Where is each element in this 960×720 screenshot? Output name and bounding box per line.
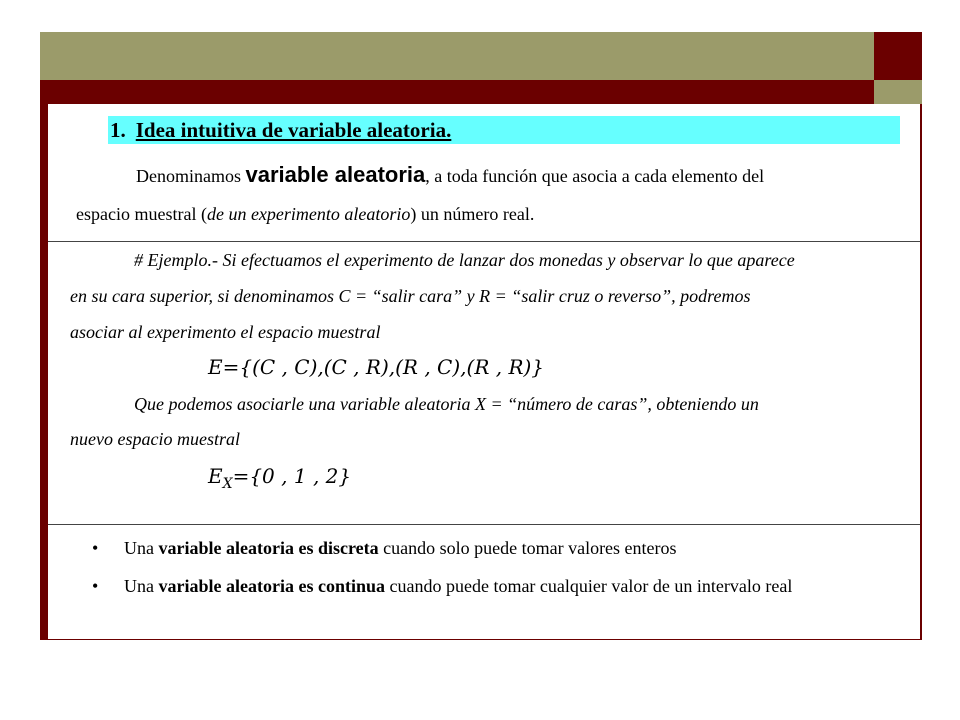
example-line-2: en su cara superior, si denominamos C = “salir cara” y R = “salir cruz o reverso”, podremos bbox=[70, 286, 751, 306]
bullet-bold: variable aleatoria es discreta bbox=[158, 538, 379, 558]
bullet-bold: variable aleatoria es continua bbox=[158, 576, 385, 596]
bullet-text: Una bbox=[124, 576, 159, 596]
example-line-4: Que podemos asociarle una variable aleatoria X = “número de caras”, obteniendo un bbox=[134, 394, 759, 414]
example-line-3: asociar al experimento el espacio muestral bbox=[70, 322, 381, 342]
divider bbox=[48, 524, 920, 525]
title-band bbox=[40, 32, 874, 80]
bullet-text: Una bbox=[124, 538, 159, 558]
definition-italic: de un experimento aleatorio bbox=[206, 204, 411, 224]
corner-block-olive bbox=[874, 80, 922, 104]
formula-symbol: E bbox=[208, 464, 223, 488]
bullet-icon: • bbox=[92, 576, 99, 596]
formula-set: ={0 , 1 , 2} bbox=[232, 464, 352, 488]
bullet-item-continuous bbox=[124, 576, 792, 597]
definition-text: ) un número real. bbox=[410, 204, 535, 224]
bullet-text: cuando solo puede tomar valores enteros bbox=[378, 538, 677, 558]
sample-space-formula: E={(C , C),(C , R),(R , C),(R , R)} bbox=[208, 355, 545, 379]
definition-text: Denominamos bbox=[136, 166, 241, 186]
bullet-item-discrete bbox=[124, 538, 677, 559]
definition-term: variable aleatoria bbox=[245, 162, 426, 187]
example-line-5: nuevo espacio muestral bbox=[70, 429, 240, 449]
bullet-icon: • bbox=[92, 538, 99, 558]
bullet-text: cuando puede tomar cualquier valor de un intervalo real bbox=[384, 576, 793, 596]
left-accent-bar bbox=[40, 80, 48, 640]
definition-line-1 bbox=[136, 162, 764, 188]
heading-number: 1. bbox=[110, 118, 126, 142]
example-line-1: # Ejemplo.- Si efectuamos el experimento de lanzar dos monedas y observar lo que aparece bbox=[134, 250, 795, 270]
corner-block-dark bbox=[874, 32, 922, 80]
definition-text: , a toda función que asocia a cada elemento del bbox=[425, 166, 765, 186]
new-sample-space-formula bbox=[208, 464, 351, 492]
section-heading bbox=[108, 116, 900, 144]
formula-subscript: X bbox=[222, 476, 233, 492]
definition-line-2 bbox=[76, 204, 534, 225]
heading-title: Idea intuitiva de variable aleatoria. bbox=[135, 118, 452, 142]
divider bbox=[48, 241, 920, 242]
slide-content bbox=[48, 104, 920, 639]
definition-text: espacio muestral ( bbox=[76, 204, 207, 224]
